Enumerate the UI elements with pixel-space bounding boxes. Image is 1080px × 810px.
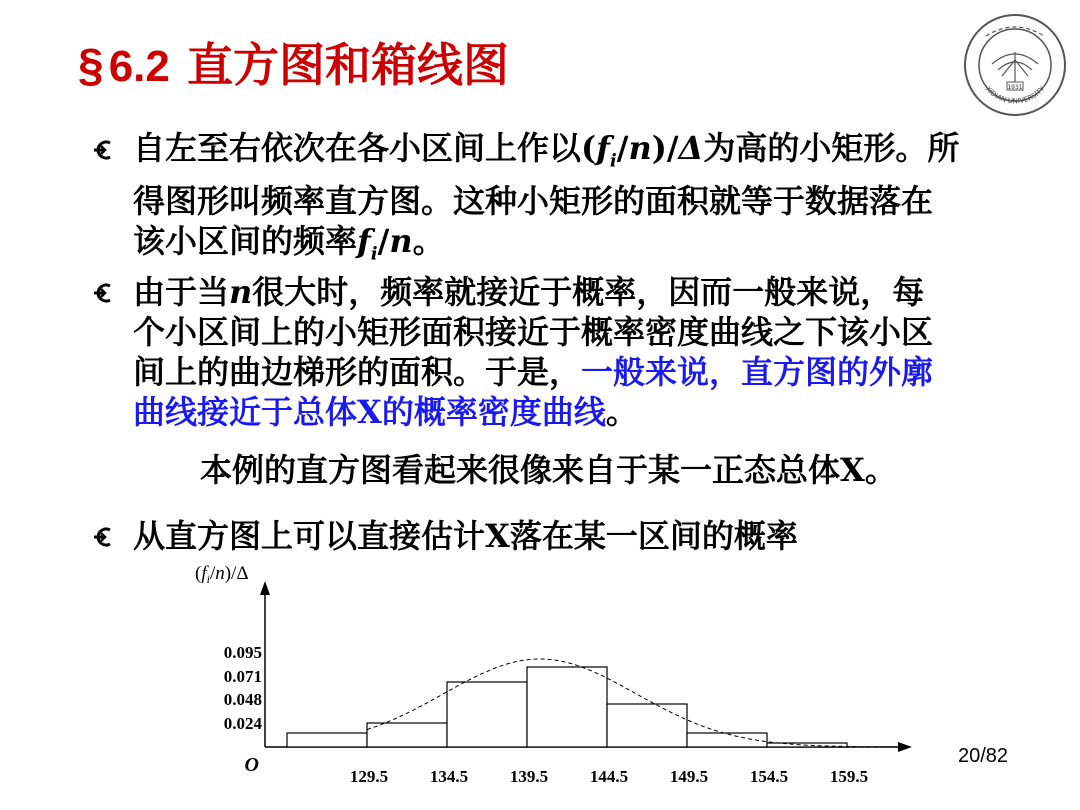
- y-tick-label: 0.095: [223, 643, 262, 662]
- section-mark: §: [78, 39, 104, 91]
- origin-label: O: [244, 754, 259, 776]
- histogram-bar: [287, 733, 367, 747]
- bullet1-line2: 得图形叫频率直方图。这种小矩形的面积就等于数据落在: [133, 182, 934, 221]
- bullet2-line1: 由于当n很大时，频率就接近于概率，因而一般来说，每: [133, 273, 925, 311]
- page-number: 20/82: [958, 745, 1009, 767]
- x-tick-label: 144.5: [589, 767, 629, 786]
- bullet2-line2: 个小区间上的小矩形面积接近于概率密度曲线之下该小区: [133, 313, 934, 351]
- y-axis-label: $(f_i/n)/\Delta$: [195, 563, 249, 586]
- histogram-bar: [367, 723, 447, 747]
- arrow-bullet-icon: [90, 522, 120, 552]
- x-axis-arrow-icon: [898, 742, 912, 752]
- x-tick-label: 139.5: [509, 767, 549, 786]
- arrow-bullet-icon: [90, 135, 120, 165]
- histogram-bar: [527, 667, 607, 747]
- x-tick-label: 129.5: [349, 767, 389, 786]
- bullet2-line3: 间上的曲边梯形的面积。于是，一般来说，直方图的外廓: [133, 353, 934, 391]
- frequency-histogram-chart: [170, 555, 930, 805]
- y-tick-label: 0.024: [223, 714, 262, 733]
- y-tick-label: 0.048: [223, 690, 262, 709]
- y-tick-label: 0.071: [223, 667, 262, 686]
- histogram-bar: [607, 704, 687, 747]
- bullet-paragraph-3: 从直方图上可以直接估计X落在某一区间的概率: [133, 517, 798, 555]
- bullet2-line4: 曲线接近于总体X的概率密度曲线。: [133, 393, 638, 431]
- x-tick-label: 159.5: [829, 767, 869, 786]
- logo-arc-text: XIDIAN UNIVERSITY: [983, 84, 1047, 106]
- y-axis-arrow-icon: [260, 581, 270, 595]
- bullet1-line3: 该小区间的频率$f_i/n$。: [133, 222, 445, 265]
- conclusion-sentence: 本例的直方图看起来很像来自于某一正态总体X。: [200, 451, 897, 489]
- university-logo-icon: [962, 12, 1068, 118]
- section-title-text: 直方图和箱线图: [186, 38, 509, 92]
- bullet-paragraph-1: [133, 128, 1045, 275]
- logo-year: 1931: [1007, 84, 1023, 91]
- slide-title: [78, 30, 509, 100]
- histogram-bar: [447, 682, 527, 747]
- bullet-paragraph-2: [133, 272, 1045, 432]
- x-tick-label: 134.5: [429, 767, 469, 786]
- x-tick-label: 154.5: [749, 767, 789, 786]
- bullet1-line1: 自左至右依次在各小区间上作以$(f_i/n)/\Delta$为高的小矩形。所: [133, 129, 960, 172]
- x-tick-label: 149.5: [669, 767, 709, 786]
- section-number: 6.2: [108, 42, 170, 91]
- arrow-bullet-icon: [90, 278, 120, 308]
